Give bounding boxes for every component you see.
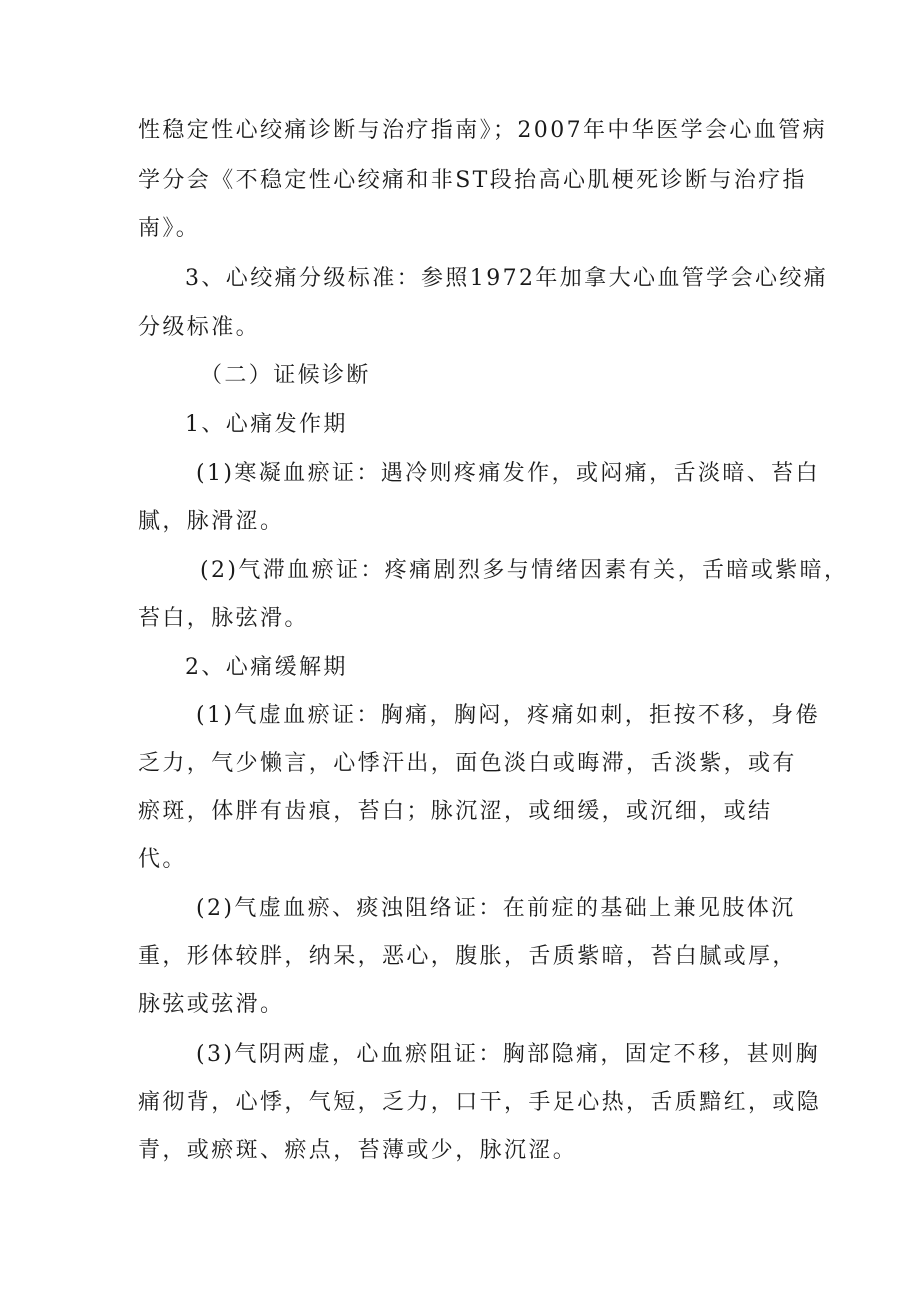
text-line: (1)气虚血瘀证：胸痛，胸闷，疼痛如刺，拒按不移，身倦 [196,703,820,728]
text-line: (2)气滞血瘀证：疼痛剧烈多与情绪因素有关，舌暗或紫暗， [200,558,849,583]
text-line: 代。 [138,847,187,872]
text-line: 南》。 [138,216,201,241]
text-line: 苔白，脉弦滑。 [138,606,309,631]
text-line: 3、心绞痛分级标准：参照1972年加拿大心血管学会心绞痛 [185,266,829,291]
text-line: 腻，脉滑涩。 [138,509,285,534]
text-line: 青，或瘀斑、瘀点，苔薄或少，脉沉涩。 [138,1138,578,1163]
text-line: 脉弦或弦滑。 [138,992,285,1017]
subsection-heading: 1、心痛发作期 [185,412,348,437]
text-line: 痛彻背，心悸，气短，乏力，口干，手足心热，舌质黯红，或隐 [138,1090,822,1115]
text-line: 分级标准。 [138,315,261,340]
section-heading: （二）证候诊断 [200,363,371,388]
text-line: 学分会《不稳定性心绞痛和非ST段抬高心肌梗死诊断与治疗指 [138,168,807,193]
text-line: 瘀斑，体胖有齿痕，苔白；脉沉涩，或细缓，或沉细，或结 [138,799,773,824]
text-line: 乏力，气少懒言，心悸汗出，面色淡白或晦滞，舌淡紫，或有 [138,751,797,776]
text-line: 性稳定性心绞痛诊断与治疗指南》；2007年中华医学会心血管病 [138,118,827,143]
text-line: (1)寒凝血瘀证：遇冷则疼痛发作，或闷痛，舌淡暗、苔白 [196,461,820,486]
text-line: (3)气阴两虚，心血瘀阻证：胸部隐痛，固定不移，甚则胸 [196,1042,820,1067]
text-line: 重，形体较胖，纳呆，恶心，腹胀，舌质紫暗，苔白腻或厚， [138,944,797,969]
text-line: (2)气虚血瘀、痰浊阻络证：在前症的基础上兼见肢体沉 [196,896,796,921]
subsection-heading: 2、心痛缓解期 [185,655,348,680]
